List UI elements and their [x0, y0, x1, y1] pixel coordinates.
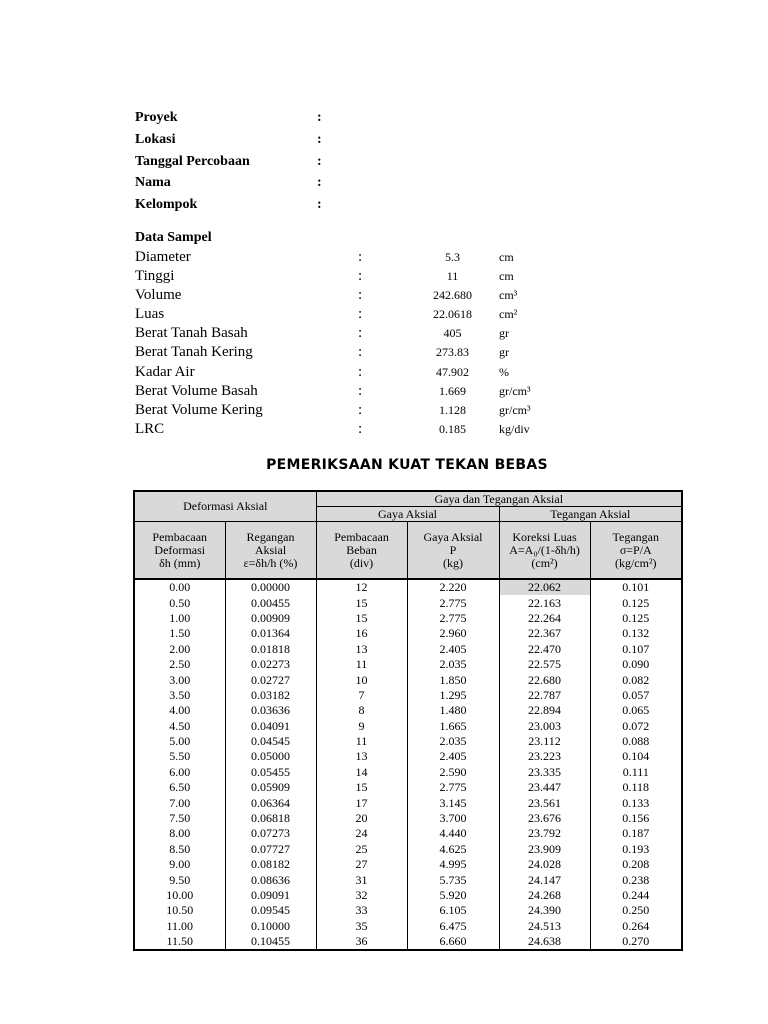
sample-value: 5.3 — [445, 250, 460, 264]
table-cell: 3.700 — [407, 811, 499, 826]
table-cell: 24.268 — [499, 888, 590, 903]
sample-colon: : — [358, 420, 363, 437]
field-label: Kelompok — [135, 197, 198, 213]
data-sampel-list — [135, 248, 615, 439]
table-cell: 22.787 — [499, 688, 590, 703]
table-cell: 0.244 — [590, 888, 682, 903]
table-cell: 0.00909 — [225, 611, 316, 626]
table-cell: 23.223 — [499, 749, 590, 764]
table-cell: 2.775 — [407, 780, 499, 795]
table-cell: 1.295 — [407, 688, 499, 703]
table-cell: 20 — [316, 811, 407, 826]
table-cell: 22.894 — [499, 703, 590, 718]
sample-label: Kadar Air — [135, 363, 195, 380]
table-cell: 1.480 — [407, 703, 499, 718]
table-cell: 22.575 — [499, 657, 590, 672]
header-gaya-tegangan: Gaya dan Tegangan Aksial — [316, 491, 682, 507]
table-cell: 0.111 — [590, 765, 682, 780]
table-cell: 2.960 — [407, 626, 499, 641]
sample-unit: gr/cm³ — [499, 402, 531, 417]
sample-row — [135, 305, 615, 324]
table-cell: 1.00 — [134, 611, 225, 626]
table-cell: 2.775 — [407, 595, 499, 610]
table-cell: 11 — [316, 657, 407, 672]
field-colon: : — [317, 131, 322, 147]
column-header-line: Beban — [346, 542, 377, 557]
sample-value: 22.0618 — [433, 307, 472, 322]
table-cell: 0.10455 — [225, 934, 316, 950]
table-cell: 5.50 — [134, 749, 225, 764]
header-deformasi-aksial: Deformasi Aksial — [134, 491, 316, 522]
sample-label: LRC — [135, 420, 165, 437]
table-cell: 6.00 — [134, 765, 225, 780]
table-row — [134, 934, 682, 950]
table-cell: 12 — [316, 579, 407, 595]
table-cell: 0.133 — [590, 795, 682, 810]
table-cell: 0.06364 — [225, 795, 316, 810]
table-cell: 36 — [316, 934, 407, 950]
table-row — [134, 579, 682, 595]
table-row — [134, 626, 682, 641]
sample-row — [135, 267, 615, 286]
table-cell: 2.405 — [407, 642, 499, 657]
column-header-line: Deformasi — [154, 542, 206, 557]
sample-value: 0.185 — [439, 421, 466, 436]
field-colon: : — [317, 197, 322, 213]
table-cell: 15 — [316, 780, 407, 795]
column-header-line: Koreksi Luas — [512, 529, 577, 544]
table-cell: 5.735 — [407, 872, 499, 887]
table-cell: 23.447 — [499, 780, 590, 795]
table-cell: 31 — [316, 872, 407, 887]
sample-colon: : — [358, 249, 363, 265]
sample-row — [135, 286, 615, 305]
table-cell: 0.05455 — [225, 765, 316, 780]
sample-row — [135, 343, 615, 362]
table-cell: 0.03636 — [225, 703, 316, 718]
table-cell: 0.02273 — [225, 657, 316, 672]
field-colon: : — [317, 153, 322, 169]
table-cell: 24.147 — [499, 872, 590, 887]
table-cell: 0.08182 — [225, 857, 316, 872]
table-cell: 4.995 — [407, 857, 499, 872]
table-cell: 0.00000 — [225, 579, 316, 595]
table-row — [134, 780, 682, 795]
table-cell: 0.104 — [590, 749, 682, 764]
table-cell: 25 — [316, 842, 407, 857]
table-cell: 2.035 — [407, 734, 499, 749]
table-cell: 2.775 — [407, 611, 499, 626]
sample-row — [135, 401, 615, 420]
column-header-line: (cm²) — [531, 555, 558, 570]
table-row — [134, 642, 682, 657]
table-cell: 0.02727 — [225, 672, 316, 687]
table-row — [134, 811, 682, 826]
table-cell: 0.03182 — [225, 688, 316, 703]
table-cell: 10.00 — [134, 888, 225, 903]
sample-label: Berat Volume Kering — [135, 401, 263, 418]
table-cell: 0.04091 — [225, 719, 316, 734]
table-cell: 23.909 — [499, 842, 590, 857]
table-cell: 24.638 — [499, 934, 590, 950]
sample-unit: gr — [499, 345, 509, 360]
table-cell: 7.00 — [134, 795, 225, 810]
table-row — [134, 734, 682, 749]
table-cell: 11.00 — [134, 919, 225, 934]
table-cell: 0.09545 — [225, 903, 316, 918]
table-row — [134, 688, 682, 703]
sample-unit: gr/cm³ — [499, 383, 531, 398]
table-cell: 16 — [316, 626, 407, 641]
table-cell: 0.09091 — [225, 888, 316, 903]
table-cell: 32 — [316, 888, 407, 903]
sample-unit: kg/div — [499, 421, 530, 436]
table-cell: 24.028 — [499, 857, 590, 872]
table-row — [134, 795, 682, 810]
sample-unit: % — [499, 364, 509, 379]
table-cell: 15 — [316, 611, 407, 626]
header-tegangan-aksial: Tegangan Aksial — [499, 507, 682, 522]
sample-colon: : — [358, 344, 363, 361]
column-header-pembacaan-deformasi — [134, 522, 225, 580]
table-cell: 0.208 — [590, 857, 682, 872]
table-cell: 0.01364 — [225, 626, 316, 641]
sample-unit: cm² — [499, 307, 518, 322]
sample-value: 47.902 — [436, 364, 469, 379]
sample-unit: cm — [499, 250, 514, 264]
table-cell: 2.00 — [134, 642, 225, 657]
table-cell: 22.062 — [499, 579, 590, 595]
table-cell: 10.50 — [134, 903, 225, 918]
table-cell: 7.50 — [134, 811, 225, 826]
table-cell: 0.05909 — [225, 780, 316, 795]
table-cell: 9.50 — [134, 872, 225, 887]
table-cell: 23.561 — [499, 795, 590, 810]
table-cell: 0.090 — [590, 657, 682, 672]
table-cell: 2.405 — [407, 749, 499, 764]
column-header-line: Aksial — [254, 542, 287, 557]
table-cell: 22.470 — [499, 642, 590, 657]
sample-unit: cm³ — [499, 288, 518, 303]
table-cell: 2.220 — [407, 579, 499, 595]
table-cell: 11 — [316, 734, 407, 749]
table-cell: 2.035 — [407, 657, 499, 672]
table-cell: 0.088 — [590, 734, 682, 749]
table-cell: 0.05000 — [225, 749, 316, 764]
sample-label: Berat Volume Basah — [135, 382, 258, 399]
table-cell: 27 — [316, 857, 407, 872]
table-cell: 17 — [316, 795, 407, 810]
table-cell: 4.00 — [134, 703, 225, 718]
column-header-line: Pembacaan — [334, 529, 389, 544]
table-cell: 0.238 — [590, 872, 682, 887]
table-cell: 22.367 — [499, 626, 590, 641]
table-cell: 0.00 — [134, 579, 225, 595]
table-cell: 33 — [316, 903, 407, 918]
table-cell: 7 — [316, 688, 407, 703]
table-cell: 9.00 — [134, 857, 225, 872]
column-header-line: A=A₀/(1-δh/h) — [509, 542, 580, 557]
sample-value: 1.669 — [439, 383, 466, 398]
table-cell: 24 — [316, 826, 407, 841]
table-cell: 4.440 — [407, 826, 499, 841]
table-cell: 5.920 — [407, 888, 499, 903]
table-row — [134, 842, 682, 857]
column-header-pembacaan-beban — [316, 522, 407, 580]
table-cell: 1.50 — [134, 626, 225, 641]
table-cell: 0.125 — [590, 611, 682, 626]
field-colon: : — [317, 175, 322, 191]
sample-row — [135, 363, 615, 382]
column-header-line: Regangan — [246, 529, 295, 544]
table-cell: 13 — [316, 642, 407, 657]
table-row — [134, 595, 682, 610]
table-cell: 13 — [316, 749, 407, 764]
table-cell: 22.163 — [499, 595, 590, 610]
table-row — [134, 703, 682, 718]
column-header-line: (div) — [349, 555, 374, 570]
sample-colon: : — [358, 306, 363, 323]
table-cell: 0.00455 — [225, 595, 316, 610]
table-cell: 0.107 — [590, 642, 682, 657]
field-label: Nama — [135, 175, 171, 191]
sample-row — [135, 248, 615, 267]
sample-row — [135, 382, 615, 401]
sample-label: Luas — [135, 306, 165, 323]
table-row — [134, 888, 682, 903]
table-cell: 0.101 — [590, 579, 682, 595]
table-cell: 0.270 — [590, 934, 682, 950]
sample-row — [135, 420, 615, 439]
table-cell: 2.590 — [407, 765, 499, 780]
column-header-tegangan — [590, 522, 682, 580]
table-cell: 8.00 — [134, 826, 225, 841]
table-cell: 0.06818 — [225, 811, 316, 826]
table-cell: 0.250 — [590, 903, 682, 918]
table-cell: 0.125 — [590, 595, 682, 610]
field-colon: : — [317, 110, 322, 125]
table-row — [134, 765, 682, 780]
table-row — [134, 903, 682, 918]
table-cell: 0.082 — [590, 672, 682, 687]
field-label: Proyek — [135, 110, 178, 125]
table-cell: 10 — [316, 672, 407, 687]
table-cell: 5.00 — [134, 734, 225, 749]
table-cell: 4.625 — [407, 842, 499, 857]
table-cell: 2.50 — [134, 657, 225, 672]
sample-value: 405 — [443, 326, 462, 341]
table-row — [134, 872, 682, 887]
table-cell: 8 — [316, 703, 407, 718]
table-row — [134, 826, 682, 841]
column-header-line: Pembacaan — [152, 529, 208, 544]
sample-colon: : — [358, 268, 363, 285]
column-header-line: δh (mm) — [159, 555, 201, 570]
table-row — [134, 919, 682, 934]
table-cell: 6.475 — [407, 919, 499, 934]
table-cell: 22.680 — [499, 672, 590, 687]
sample-colon: : — [358, 325, 363, 342]
table-cell: 23.112 — [499, 734, 590, 749]
table-cell: 0.07727 — [225, 842, 316, 857]
column-header-line: P — [449, 542, 457, 557]
table-cell: 23.676 — [499, 811, 590, 826]
field-label: Tanggal Percobaan — [135, 153, 250, 169]
table-cell: 0.01818 — [225, 642, 316, 657]
table-cell: 14 — [316, 765, 407, 780]
sample-label: Berat Tanah Kering — [135, 344, 253, 361]
column-header-line: ε=δh/h (%) — [243, 555, 298, 570]
sample-unit: cm — [499, 269, 514, 284]
header-gaya-aksial: Gaya Aksial — [316, 507, 499, 522]
table-cell: 1.665 — [407, 719, 499, 734]
sample-value: 11 — [446, 269, 459, 284]
table-cell: 6.50 — [134, 780, 225, 795]
table-cell: 6.105 — [407, 903, 499, 918]
table-cell: 0.187 — [590, 826, 682, 841]
table-row — [134, 672, 682, 687]
sample-label: Diameter — [135, 249, 191, 265]
table-cell: 22.264 — [499, 611, 590, 626]
column-header-koreksi-luas — [499, 522, 590, 580]
sample-unit: gr — [499, 326, 509, 341]
column-header-line: Gaya Aksial — [423, 529, 483, 544]
table-cell: 0.264 — [590, 919, 682, 934]
table-row — [134, 719, 682, 734]
table-cell: 9 — [316, 719, 407, 734]
table-cell: 0.50 — [134, 595, 225, 610]
table-cell: 8.50 — [134, 842, 225, 857]
table-cell: 0.04545 — [225, 734, 316, 749]
sample-label: Volume — [135, 287, 182, 304]
column-header-line: Tegangan — [612, 529, 660, 544]
table-row — [134, 749, 682, 764]
table-row — [134, 611, 682, 626]
table-cell: 0.057 — [590, 688, 682, 703]
test-results-table — [133, 490, 683, 951]
table-title: PEMERIKSAAN KUAT TEKAN BEBAS — [266, 457, 548, 473]
column-header-regangan-aksial — [225, 522, 316, 580]
table-cell: 24.513 — [499, 919, 590, 934]
table-cell: 0.10000 — [225, 919, 316, 934]
table-cell: 0.193 — [590, 842, 682, 857]
table-cell: 3.145 — [407, 795, 499, 810]
table-cell: 23.003 — [499, 719, 590, 734]
table-cell: 35 — [316, 919, 407, 934]
table-row — [134, 857, 682, 872]
sample-colon: : — [358, 382, 363, 399]
table-cell: 23.792 — [499, 826, 590, 841]
table-cell: 15 — [316, 595, 407, 610]
table-cell: 1.850 — [407, 672, 499, 687]
sample-colon: : — [358, 287, 363, 304]
table-cell: 4.50 — [134, 719, 225, 734]
column-header-line: (kg) — [443, 555, 464, 570]
column-header-gaya-aksial-p — [407, 522, 499, 580]
table-cell: 11.50 — [134, 934, 225, 950]
sample-value: 273.83 — [436, 345, 469, 360]
sample-value: 242.680 — [433, 288, 472, 303]
sample-colon: : — [358, 401, 363, 418]
table-cell: 3.50 — [134, 688, 225, 703]
sample-value: 1.128 — [439, 402, 466, 417]
table-cell: 0.072 — [590, 719, 682, 734]
sample-row — [135, 324, 615, 343]
sample-label: Tinggi — [135, 268, 175, 285]
table-cell: 0.07273 — [225, 826, 316, 841]
table-cell: 0.118 — [590, 780, 682, 795]
table-cell: 3.00 — [134, 672, 225, 687]
table-cell: 0.132 — [590, 626, 682, 641]
table-cell: 0.065 — [590, 703, 682, 718]
sample-colon: : — [358, 363, 363, 380]
data-sampel-title: Data Sampel — [135, 230, 212, 245]
field-label: Lokasi — [135, 131, 176, 147]
sample-label: Berat Tanah Basah — [135, 325, 248, 342]
column-header-line: (kg/cm²) — [614, 555, 657, 570]
table-cell: 6.660 — [407, 934, 499, 950]
table-cell: 0.156 — [590, 811, 682, 826]
column-header-line: σ=P/A — [619, 542, 652, 557]
table-cell: 24.390 — [499, 903, 590, 918]
table-row — [134, 657, 682, 672]
table-cell: 0.08636 — [225, 872, 316, 887]
table-cell: 23.335 — [499, 765, 590, 780]
